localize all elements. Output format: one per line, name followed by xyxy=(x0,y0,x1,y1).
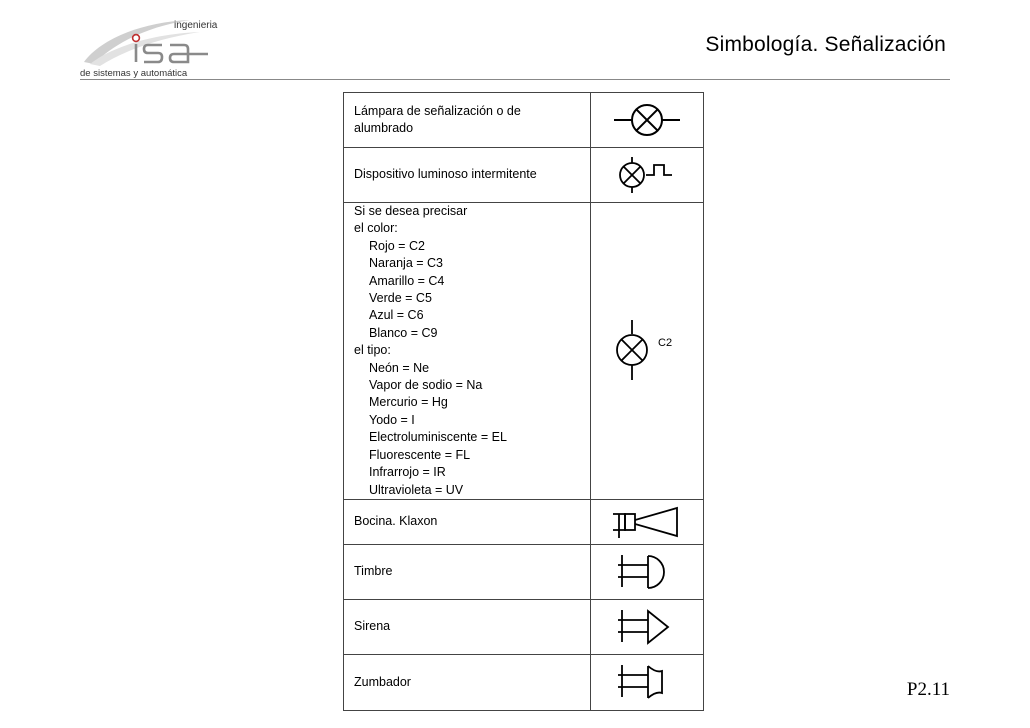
row-description xyxy=(344,654,591,710)
color-item: Rojo = C2 xyxy=(369,238,425,253)
row-symbol xyxy=(591,654,704,710)
symbol-label: C2 xyxy=(658,336,673,349)
table-row xyxy=(344,599,704,654)
color-item: Amarillo = C4 xyxy=(369,273,445,288)
desc-line: el tipo: xyxy=(354,343,391,358)
horn-icon xyxy=(609,502,685,542)
table-row xyxy=(344,203,704,500)
desc-line: Lámpara de señalización o de xyxy=(354,103,521,118)
type-item: Yodo = I xyxy=(369,412,415,427)
desc-line: Bocina. Klaxon xyxy=(354,514,438,529)
flashing-lamp-icon xyxy=(612,155,682,195)
desc-line: Dispositivo luminoso intermitente xyxy=(354,167,537,182)
colored-lamp-icon xyxy=(602,316,692,386)
color-item: Azul = C6 xyxy=(369,308,424,323)
color-item: Naranja = C3 xyxy=(369,256,443,271)
bell-icon xyxy=(612,551,682,593)
desc-line: Timbre xyxy=(354,564,393,579)
type-item: Mercurio = Hg xyxy=(369,395,448,410)
row-description xyxy=(344,499,591,544)
type-item: Infrarrojo = IR xyxy=(369,465,446,480)
row-symbol xyxy=(591,599,704,654)
desc-line: Si se desea precisar xyxy=(354,204,468,218)
symbol-table xyxy=(343,92,704,711)
desc-line: el color: xyxy=(354,221,398,236)
type-item: Electroluminiscente = EL xyxy=(369,430,507,445)
row-symbol xyxy=(591,544,704,599)
row-description xyxy=(344,93,591,148)
row-symbol xyxy=(591,203,704,500)
siren-icon xyxy=(612,606,682,648)
svg-text:ingenieria: ingenieria xyxy=(174,20,218,31)
row-description xyxy=(344,599,591,654)
buzzer-icon xyxy=(612,661,682,703)
row-description xyxy=(344,544,591,599)
row-description xyxy=(344,203,591,500)
row-symbol xyxy=(591,93,704,148)
page-number: P2.11 xyxy=(906,679,950,700)
type-item: Neón = Ne xyxy=(369,360,430,375)
page-title: Simbología. Señalización xyxy=(705,33,946,56)
type-item: Vapor de sodio = Na xyxy=(369,378,483,393)
row-description xyxy=(344,148,591,203)
header-divider xyxy=(80,79,950,80)
row-symbol xyxy=(591,499,704,544)
type-item: Ultravioleta = UV xyxy=(369,482,464,497)
table-row xyxy=(344,93,704,148)
row-symbol xyxy=(591,148,704,203)
table-row xyxy=(344,544,704,599)
svg-text:de sistemas y automática: de sistemas y automática xyxy=(80,68,188,79)
desc-line: Sirena xyxy=(354,619,391,634)
lamp-icon xyxy=(612,102,682,138)
color-item: Blanco = C9 xyxy=(369,325,438,340)
isa-logo xyxy=(80,10,230,80)
table-row xyxy=(344,499,704,544)
desc-line: alumbrado xyxy=(354,121,414,135)
desc-line: Zumbador xyxy=(354,674,411,689)
table-row xyxy=(344,148,704,203)
type-item: Fluorescente = FL xyxy=(369,447,471,462)
table-row xyxy=(344,654,704,710)
color-item: Verde = C5 xyxy=(369,291,432,306)
